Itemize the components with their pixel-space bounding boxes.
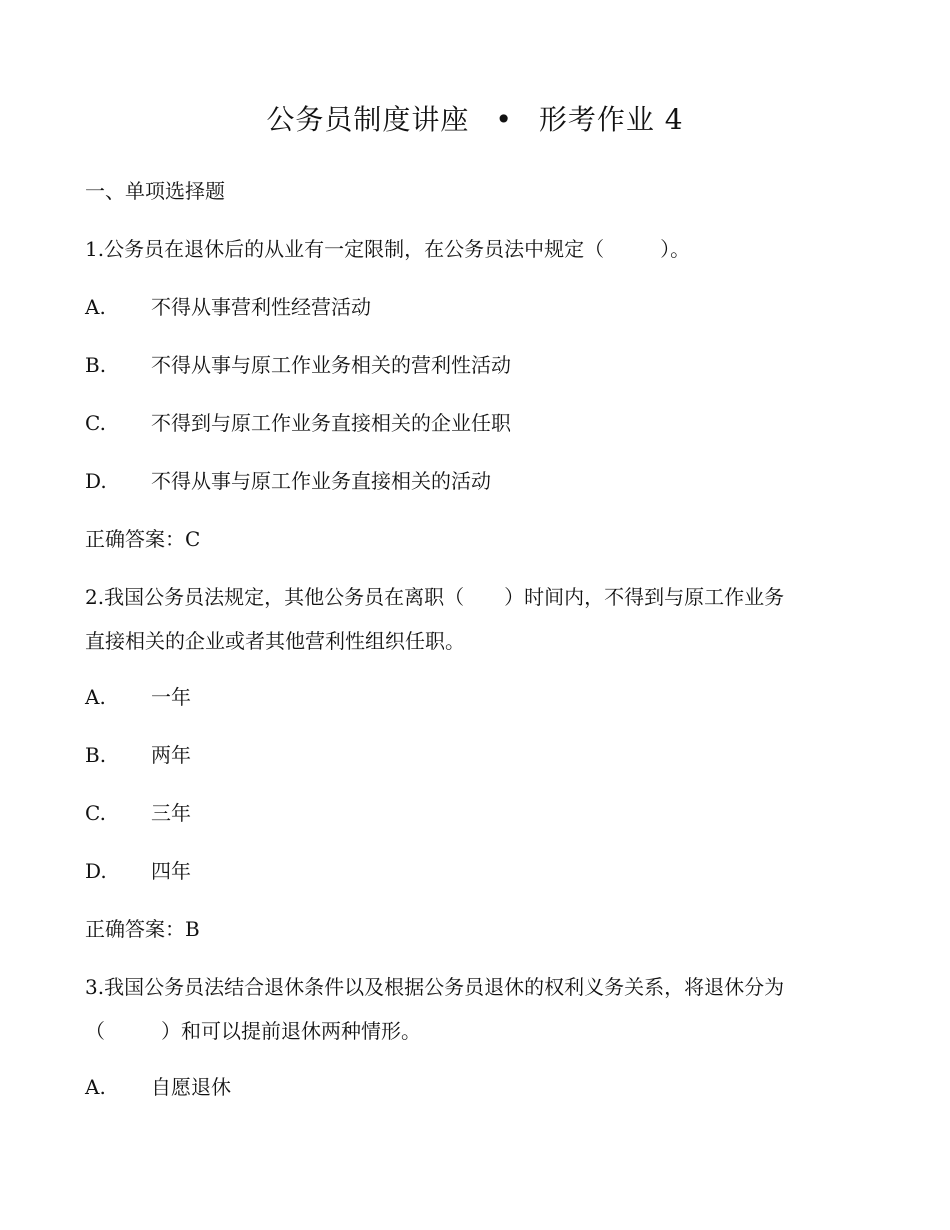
question-1-answer: 正确答案：C <box>85 527 201 551</box>
question-2-option-d: D. 四年 <box>85 859 191 883</box>
question-1-option-b: B. 不得从事与原工作业务相关的营利性活动 <box>85 353 511 377</box>
question-2-option-a: A. 一年 <box>85 685 191 709</box>
question-1-option-c: C. 不得到与原工作业务直接相关的企业任职 <box>85 411 511 435</box>
question-2-option-c: C. 三年 <box>85 801 191 825</box>
question-1-option-a: A. 不得从事营利性经营活动 <box>85 295 371 319</box>
title-right: 形考作业 4 <box>538 103 684 136</box>
question-3-open-paren: （ <box>85 1019 105 1043</box>
question-3-stem-line-1: 3.我国公务员法结合退休条件以及根据公务员退休的权利义务关系，将退休分为 <box>85 975 785 999</box>
question-3-stem-line-2: （ ）和可以提前退休两种情形。 <box>85 1019 421 1043</box>
question-1-stem: 1.公务员在退休后的从业有一定限制，在公务员法中规定（ ）。 <box>85 237 691 261</box>
section-heading: 一、单项选择题 <box>85 179 225 203</box>
question-2-stem-line-2: 直接相关的企业或者其他营利性组织任职。 <box>85 629 465 653</box>
title-separator: • <box>495 103 513 136</box>
question-2-stem-line-1: 2.我国公务员法规定，其他公务员在离职（ ）时间内，不得到与原工作业务 <box>85 585 785 609</box>
question-2-option-b: B. 两年 <box>85 743 191 767</box>
title-left: 公务员制度讲座 <box>266 103 470 136</box>
question-2-answer: 正确答案：B <box>85 917 200 941</box>
question-2-stem-tail-1: ）时间内，不得到与原工作业务 <box>504 585 785 609</box>
question-1-option-d: D. 不得从事与原工作业务直接相关的活动 <box>85 469 491 493</box>
document-title <box>0 100 950 140</box>
question-3-option-a: A. 自愿退休 <box>85 1075 231 1099</box>
